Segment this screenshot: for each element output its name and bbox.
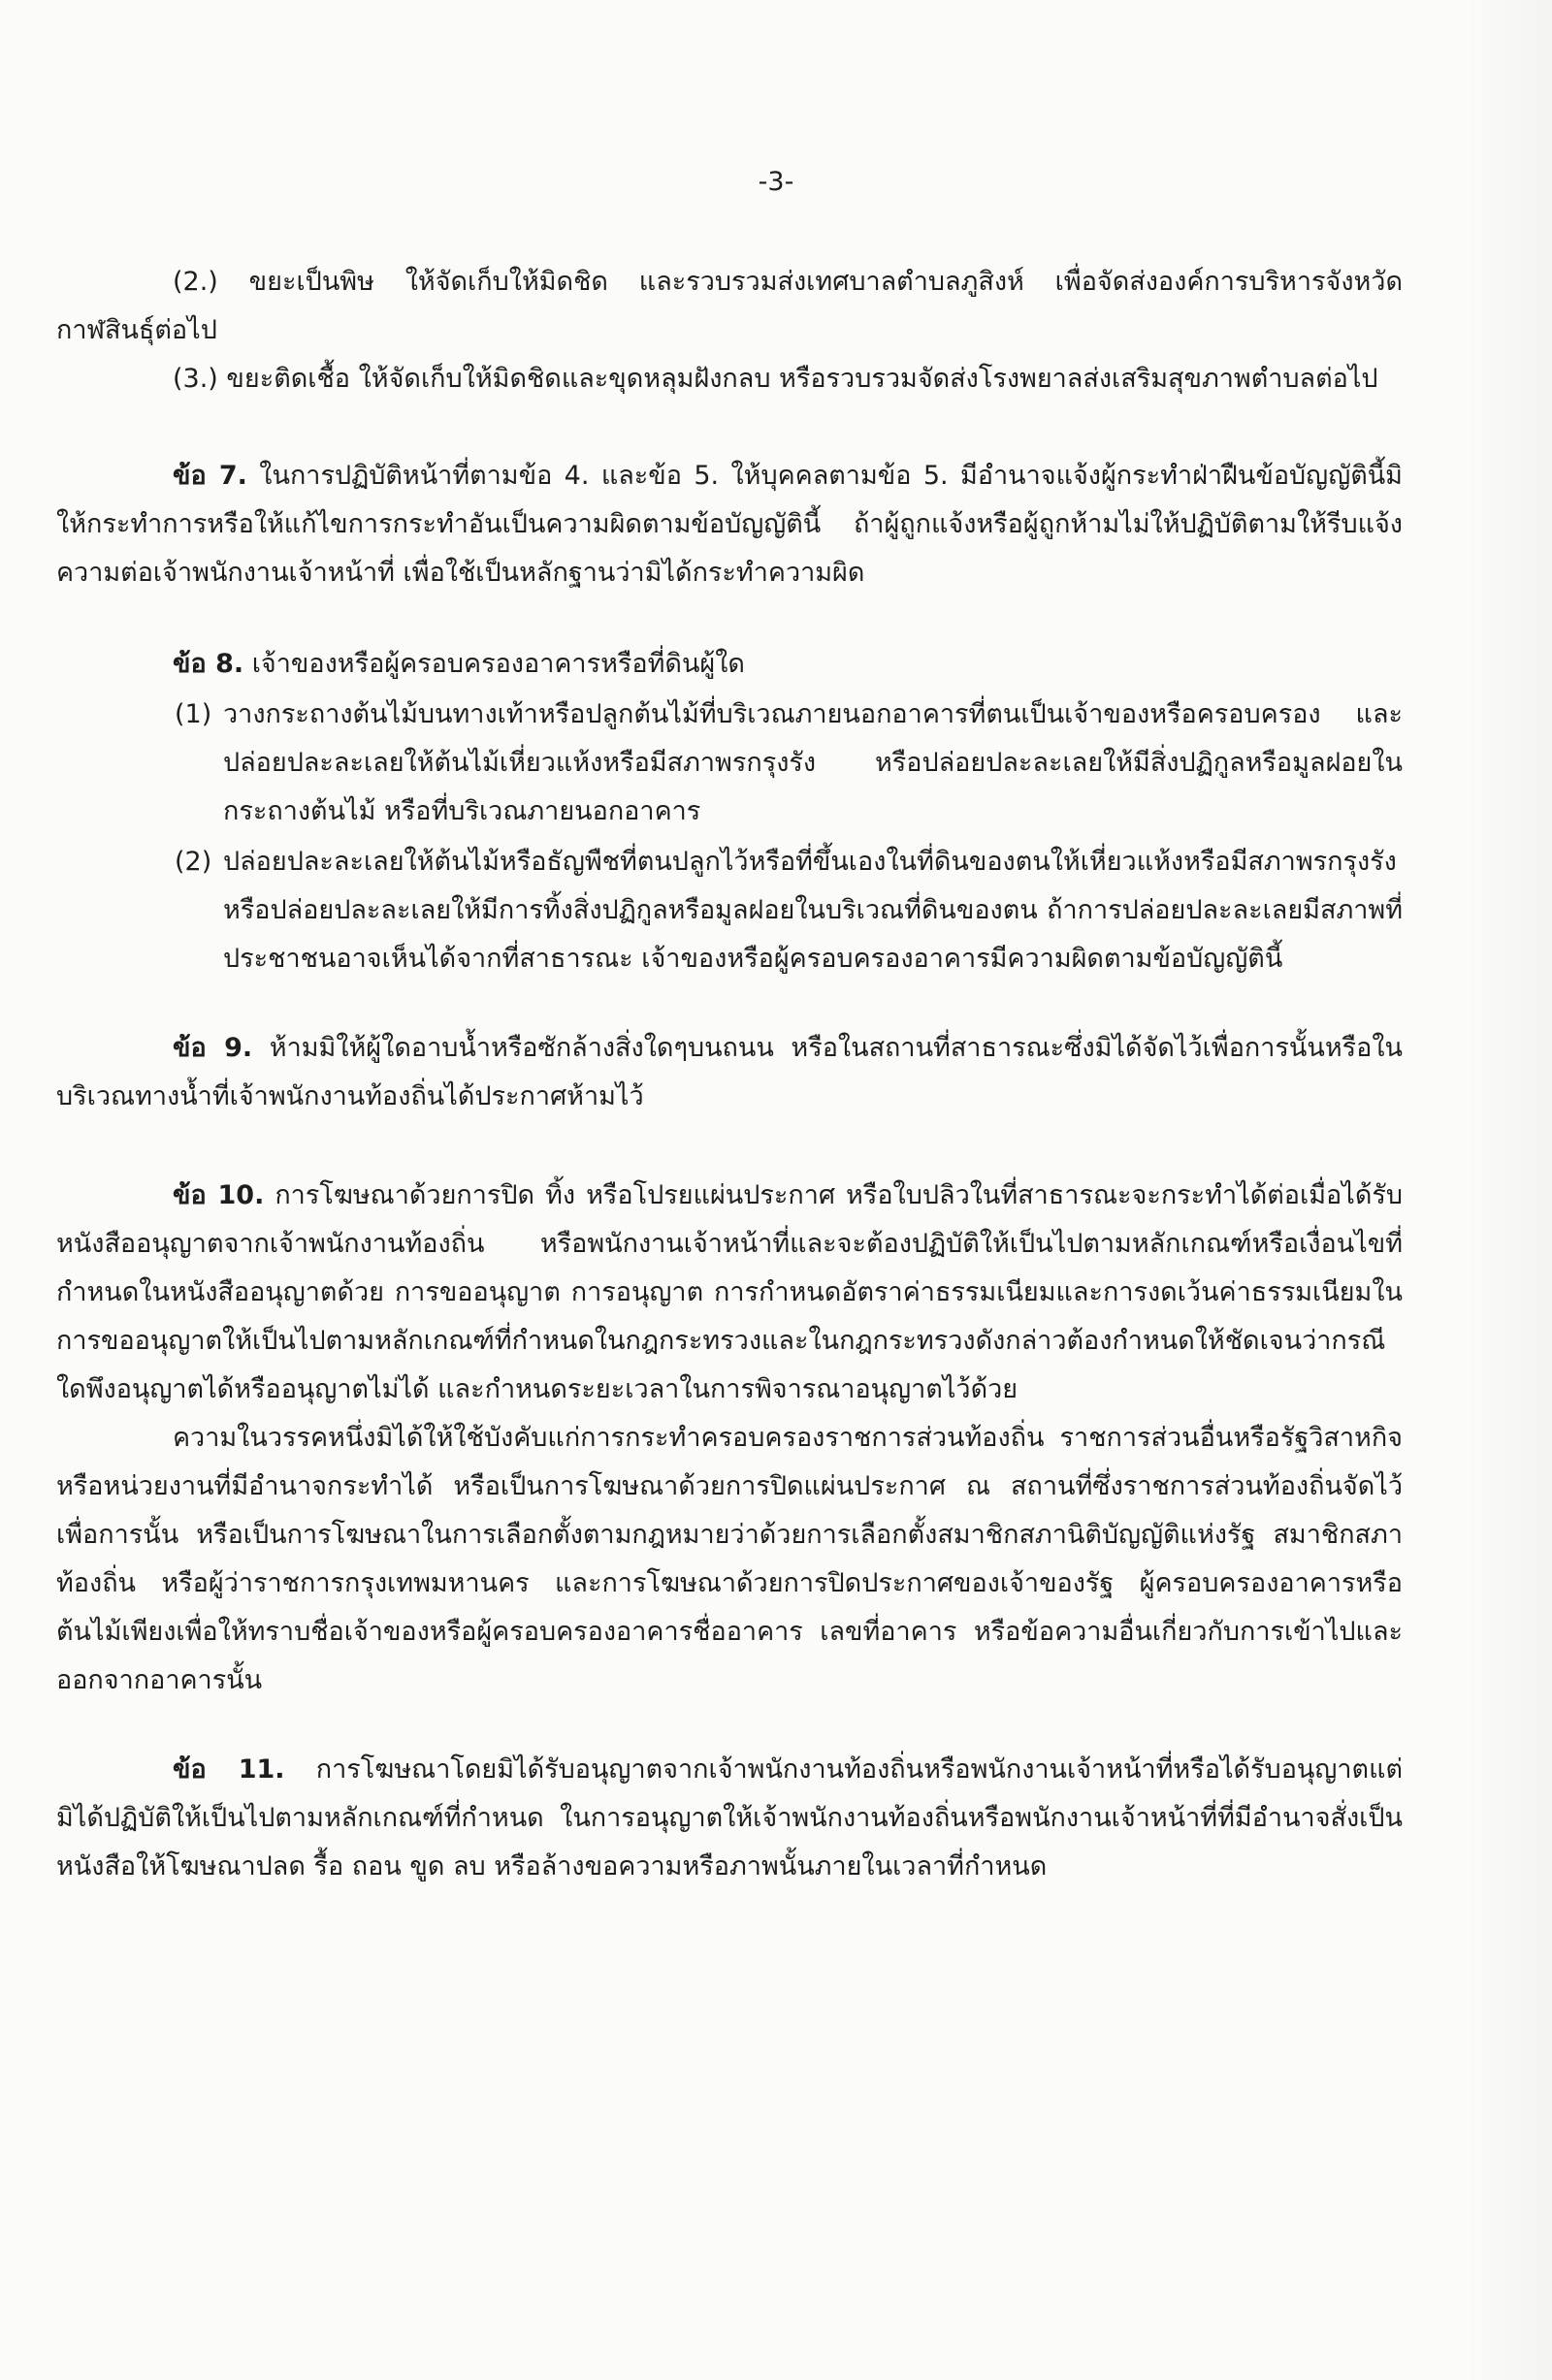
clause-11-number: ข้อ 11. [173, 1754, 285, 1785]
clause-8-item-1-marker: (1) [175, 699, 212, 729]
clause-7 [56, 452, 1403, 597]
clause-7-number: ข้อ 7. [173, 461, 247, 491]
clause-10-text: การโฆษณาด้วยการปิด ทิ้ง หรือโปรยแผ่นประกาศ หรือใบปลิวในที่สาธารณะจะกระทำได้ต่อเมื่อได้รับหนังสืออนุญาตจากเจ้าพนักงานท้องถิ่น หรือพนักงานเจ้าหน้าที่และจะต้องปฏิบัติให้เป็นไปตามหลักเกณฑ์หรือเงื่อนไขที่กำหนดในหนังสืออนุญาตด้วย การขออนุญาต การอนุญาต การกำหนดอัตราค่าธรรมเนียมและการงดเว้นค่าธรรมเนียมในการขออนุญาตให้เป็นไปตามหลักเกณฑ์ที่กำหนดในกฎกระทรวงและในกฎกระทรวงดังกล่าวต้องกำหนดให้ชัดเจนว่ากรณีใดพึงอนุญาตได้หรืออนุญาตไม่ได้ และกำหนดระยะเวลาในการพิจารณาอนุญาตไว้ด้วย [56, 1180, 1403, 1404]
clause-8-item-1-text: วางกระถางต้นไม้บนทางเท้าหรือปลูกต้นไม้ที่บริเวณภายนอกอาคารที่ตนเป็นเจ้าของหรือครอบครอง และปล่อยปละละเลยให้ต้นไม้เหี่ยวแห้งหรือมีสภาพรกรุงรัง หรือปล่อยปละละเลยให้มีสิ่งปฏิกูลหรือมูลฝอยในกระถางต้นไม้ หรือที่บริเวณภายนอกอาคาร [223, 699, 1403, 826]
clause-9 [56, 1024, 1403, 1121]
clause-8 [56, 640, 1403, 689]
clause-10-number: ข้อ 10. [173, 1180, 265, 1210]
document-body [56, 165, 1403, 1891]
clause-8-item-1 [56, 691, 1403, 836]
clause-8-item-2 [56, 838, 1403, 983]
clause-8-number: ข้อ 8. [173, 649, 244, 679]
clause-8-item-2-marker: (2) [175, 847, 212, 877]
clause-7-text: ในการปฏิบัติหน้าที่ตามข้อ 4. และข้อ 5. ให้บุคคลตามข้อ 5. มีอำนาจแจ้งผู้กระทำฝ่าฝืนข้อบัญญัตินี้มิให้กระทำการหรือให้แก้ไขการกระทำอันเป็นความผิดตามข้อบัญญัตินี้ ถ้าผู้ถูกแจ้งหรือผู้ถูกห้ามไม่ให้ปฏิบัติตามให้รีบแจ้งความต่อเจ้าพนักงานเจ้าหน้าที่ เพื่อใช้เป็นหลักฐานว่ามิได้กระทำความผิด [56, 461, 1403, 588]
clause-10 [56, 1172, 1403, 1414]
clause-9-number: ข้อ 9. [173, 1033, 253, 1063]
clause-11-text: การโฆษณาโดยมิได้รับอนุญาตจากเจ้าพนักงานท้องถิ่นหรือพนักงานเจ้าหน้าที่หรือได้รับอนุญาตแต่มิได้ปฏิบัติให้เป็นไปตามหลักเกณฑ์ที่กำหนด ในการอนุญาตให้เจ้าพนักงานท้องถิ่นหรือพนักงานเจ้าหน้าที่ที่มีอำนาจสั่งเป็นหนังสือให้โฆษณาปลด รื้อ ถอน ขูด ลบ หรือล้างขอความหรือภาพนั้นภายในเวลาที่กำหนด [56, 1754, 1404, 1881]
waste-toxic-paragraph: (2.) ขยะเป็นพิษ ให้จัดเก็บให้มิดชิด และรวบรวมส่งเทศบาลตำบลภูสิงห์ เพื่อจัดส่งองค์การบริหารจังหวัดกาฬสินธุ์ต่อไป [56, 267, 1403, 345]
clause-10-paragraph-2: ความในวรรคหนึ่งมิได้ให้ใช้บังคับแก่การกระทำครอบครองราชการส่วนท้องถิ่น ราชการส่วนอื่นหรือรัฐวิสาหกิจ หรือหน่วยงานที่มีอำนาจกระทำได้ หรือเป็นการโฆษณาด้วยการปิดแผ่นประกาศ ณ สถานที่ซึ่งราชการส่วนท้องถิ่นจัดไว้เพื่อการนั้น หรือเป็นการโฆษณาในการเลือกตั้งตามกฎหมายว่าด้วยการเลือกตั้งสมาชิกสภานิติบัญญัติแห่งรัฐ สมาชิกสภาท้องถิ่น หรือผู้ว่าราชการกรุงเทพมหานคร และการโฆษณาด้วยการปิดประกาศของเจ้าของรัฐ ผู้ครอบครองอาคารหรือต้นไม้เพียงเพื่อให้ทราบชื่อเจ้าของหรือผู้ครอบครองอาคารชื่ออาคาร เลขที่อาคาร หรือข้อความอื่นเกี่ยวกับการเข้าไปและออกจากอาคารนั้น [56, 1423, 1403, 1695]
waste-infectious-paragraph: (3.) ขยะติดเชื้อ ให้จัดเก็บให้มิดชิดและขุดหลุมฝังกลบ หรือรวบรวมจัดส่งโรงพยาลส่งเสริมสุขภาพตำบลต่อไป [173, 364, 1378, 394]
page-number: -3- [758, 167, 794, 197]
clause-9-text: ห้ามมิให้ผู้ใดอาบน้ำหรือซักล้างสิ่งใดๆบนถนน หรือในสถานที่สาธารณะซึ่งมิได้จัดไว้เพื่อการนั้นหรือในบริเวณทางน้ำที่เจ้าพนักงานท้องถิ่นได้ประกาศห้ามไว้ [56, 1033, 1403, 1111]
clause-11 [56, 1746, 1403, 1891]
clause-8-item-2-text: ปล่อยปละละเลยให้ต้นไม้หรือธัญพืชที่ตนปลูกไว้หรือที่ขึ้นเองในที่ดินของตนให้เหี่ยวแห้งหรือมีสภาพรกรุงรัง หรือปล่อยปละละเลยให้มีการทิ้งสิ่งปฏิกูลหรือมูลฝอยในบริเวณที่ดินของตน ถ้าการปล่อยปละละเลยมีสภาพที่ประชาชนอาจเห็นได้จากที่สาธารณะ เจ้าของหรือผู้ครอบครองอาคารมีความผิดตามข้อบัญญัตินี้ [223, 847, 1403, 974]
clause-8-text: เจ้าของหรือผู้ครอบครองอาคารหรือที่ดินผู้ใด [243, 649, 745, 679]
